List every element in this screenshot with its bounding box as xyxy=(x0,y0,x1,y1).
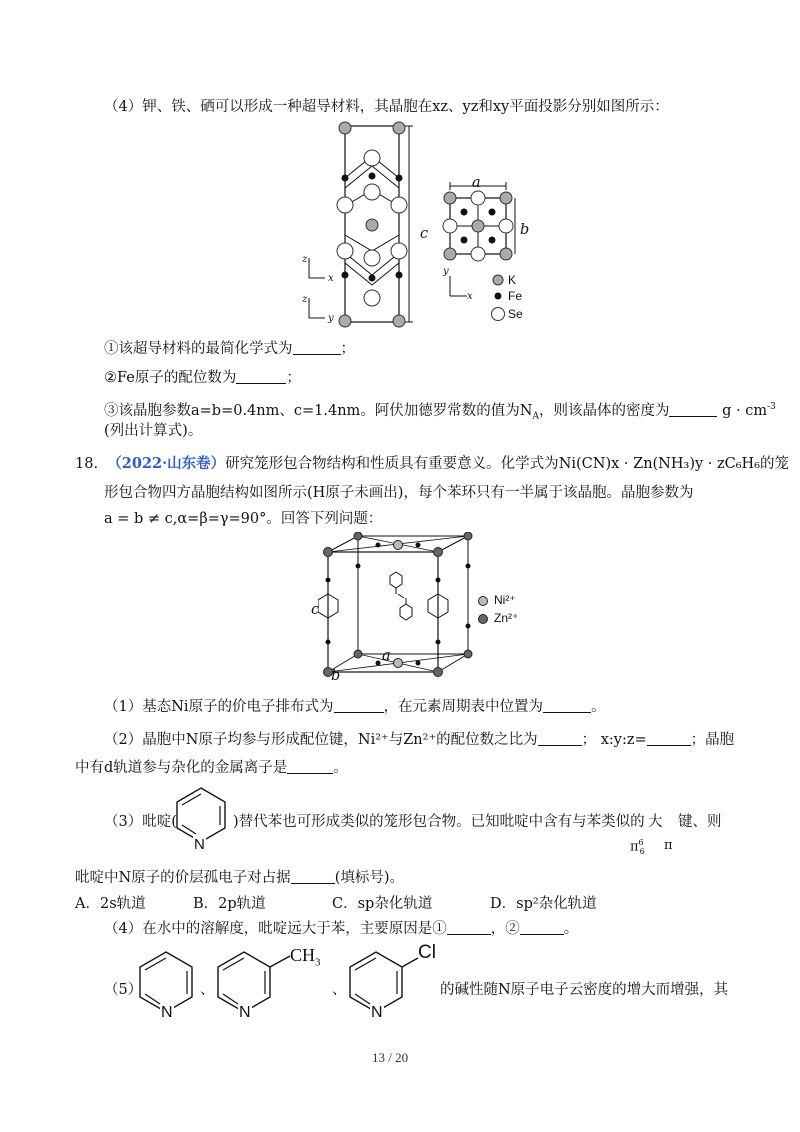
q17-axis-x1: x xyxy=(328,273,334,284)
ring2-n-label: N xyxy=(239,1004,251,1021)
q18-legend-zn: Zn²⁺ xyxy=(494,611,519,625)
q17-sub3: ③该晶胞参数a=b=0.4nm、c=1.4nm。阿伏加德罗常数的值为$N_A$，则该晶体的密度为 $g \cdot cm^{-3}$ xyxy=(104,402,776,422)
ring3-n-label: N xyxy=(371,1004,383,1021)
answer-blank[interactable] xyxy=(291,869,335,884)
q18-option-c[interactable]: C．sp杂化轨道 xyxy=(332,896,433,912)
pyridine-n-label: N xyxy=(194,836,205,853)
q18-label-a: a xyxy=(382,648,391,664)
q18-label-c: c xyxy=(311,602,320,618)
q18-part3-a: （3）吡啶( xyxy=(104,814,177,830)
q17-part4-intro: （4）钾、铁、硒可以形成一种超导材料，其晶胞在xz、yz和xy平面投影分别如图所示： xyxy=(104,99,669,115)
q18-line3: a = b ≠ c,α=β=γ=90°。回答下列问题： xyxy=(104,511,383,527)
q17-label-c: c xyxy=(420,226,429,242)
q18-pi66: $\pi^6_6$ xyxy=(630,838,645,856)
q17-legend-se: Se xyxy=(508,307,523,321)
q18-part5-label: （5） xyxy=(104,982,143,998)
q18-legend-ni: Ni²⁺ xyxy=(494,593,516,607)
q18-option-d[interactable]: D．sp²杂化轨道 xyxy=(490,896,597,912)
chloropyridine-structure xyxy=(344,948,428,1028)
q17-crystal-figure xyxy=(295,118,540,333)
q18-part4: （4）在水中的溶解度，吡啶远大于苯，主要原因是① ，② 。 xyxy=(104,921,579,937)
q17-axis-z2: z xyxy=(302,294,308,305)
q17-label-a: a xyxy=(472,175,481,191)
q17-axis-x3: x xyxy=(467,291,473,302)
q18-part3-big: 大 xyxy=(648,814,663,830)
q18-cage-figure xyxy=(318,532,488,684)
q18-option-a[interactable]: A．2s轨道 xyxy=(75,896,146,912)
answer-blank[interactable] xyxy=(447,920,491,935)
answer-blank[interactable] xyxy=(334,698,384,713)
q17-axis-y3: y xyxy=(443,266,449,277)
answer-blank[interactable] xyxy=(293,340,341,355)
answer-blank[interactable] xyxy=(647,731,691,746)
answer-blank[interactable] xyxy=(543,698,591,713)
q18-label-b: b xyxy=(331,668,341,684)
q17-axis-y2: y xyxy=(328,313,334,324)
q17-sub3-tail: (列出计算式)。 xyxy=(104,423,203,439)
q18-source: （2022·山东卷） xyxy=(107,455,226,472)
q17-axis-z1: z xyxy=(302,254,308,265)
q18-part1: （1）基态Ni原子的价电子排布式为 ，在元素周期表中位置为 。 xyxy=(104,699,606,715)
methylpyridine-structure xyxy=(212,948,296,1028)
q18-legend-swatches xyxy=(476,594,490,628)
q18-formula: Ni(CN)x · Zn(NH₃)y · zC₆H₆ xyxy=(558,456,761,472)
q18-line2: 形包合物四方晶胞结构如图所示(H原子未画出)，每个苯环只有一半属于该晶胞。晶胞参数为 xyxy=(104,485,694,501)
page-indicator: 13 / 20 xyxy=(372,1050,409,1065)
q18-part3-b: )替代苯也可形成类似的笼形包合物。已知吡啶中含有与苯类似的 xyxy=(233,814,645,830)
answer-blank[interactable] xyxy=(287,759,333,774)
q18-part2: （2）晶胞中N原子均参与形成配位键，Ni²⁺与Zn²⁺的配位数之比为 ； x:y:z= ；晶胞 xyxy=(104,732,735,748)
q17-legend-k: K xyxy=(508,273,517,287)
cl-label: Cl xyxy=(418,942,436,963)
q18-part3-bond: 键、则 xyxy=(678,814,722,830)
q18-option-b[interactable]: B．2p轨道 xyxy=(193,896,266,912)
q18-part2-line2: 中有d轨道参与杂化的金属离子是 。 xyxy=(75,760,348,776)
q17-legend-fe: Fe xyxy=(508,289,523,303)
answer-blank[interactable] xyxy=(669,402,717,417)
q17-label-b: b xyxy=(520,222,530,238)
q17-sub2: ②Fe原子的配位数为 ； xyxy=(104,370,301,386)
q18-part5-sep1: 、 xyxy=(200,982,215,998)
ch3-label: $CH_3$ xyxy=(290,945,321,969)
q17-sub1: ①该超导材料的最简化学式为 ； xyxy=(104,341,355,357)
q18-part3-line2: 吡啶中N原子的价层孤电子对占据 (填标号)。 xyxy=(75,870,405,886)
answer-blank[interactable] xyxy=(538,731,582,746)
answer-blank[interactable] xyxy=(520,920,564,935)
q18-pi: π xyxy=(664,838,673,853)
q18-line1: 18. （2022·山东卷）研究笼形包合物结构和性质具有重要意义。化学式为Ni(CN)x · Zn(NH₃)y · zC₆H₆的笼 xyxy=(75,455,790,472)
q18-part5-tail: 的碱性随N原子电子云密度的增大而增强，其 xyxy=(440,982,729,998)
answer-blank[interactable] xyxy=(236,369,286,384)
ring1-n-label: N xyxy=(161,1004,173,1021)
q18-part5-sep2: 、 xyxy=(332,982,347,998)
